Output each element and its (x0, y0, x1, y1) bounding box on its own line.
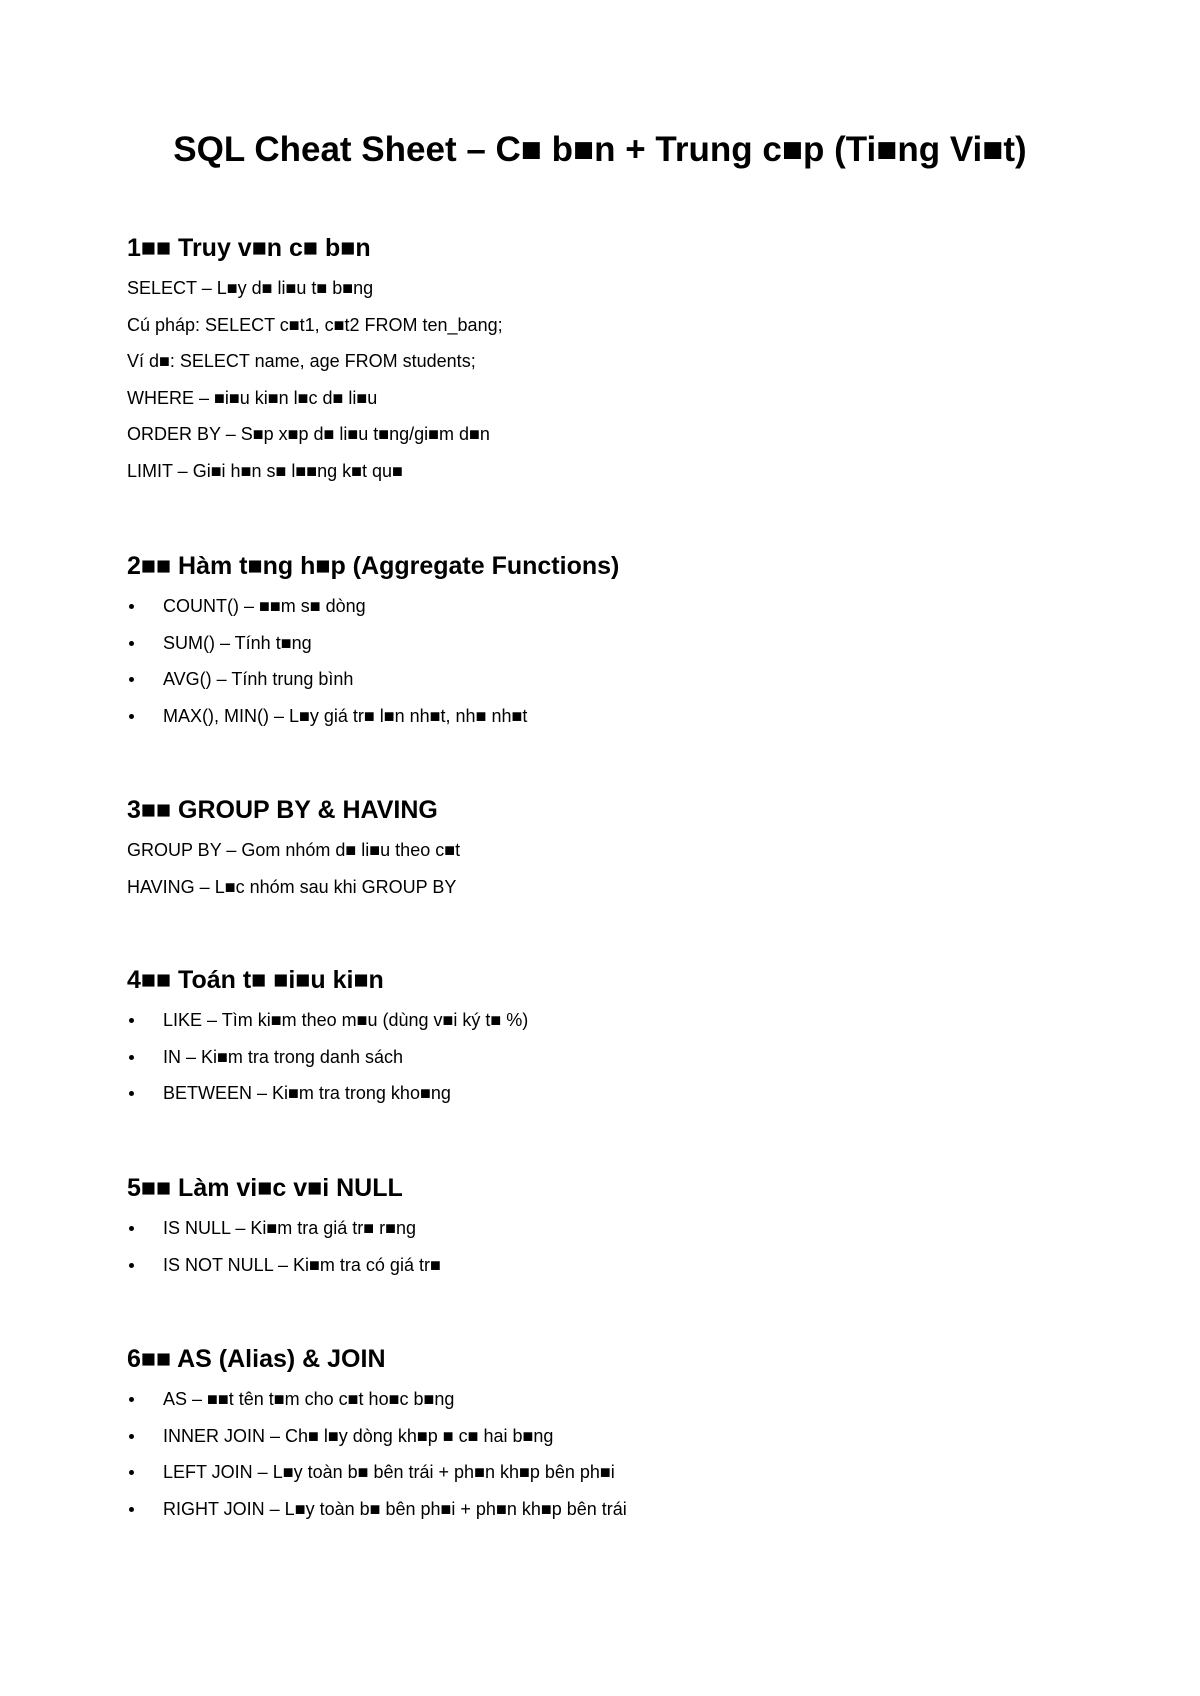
bullet-icon (129, 714, 134, 719)
bullet-icon (129, 1434, 134, 1439)
list-item-text: AVG() – Tính trung bình (163, 669, 354, 689)
list-item-text: COUNT() – ■■m s■ dòng (163, 596, 366, 616)
text-line: SELECT – L■y d■ li■u t■ b■ng (127, 278, 374, 298)
bullet-list (127, 1210, 1107, 1283)
list-item-text: INNER JOIN – Ch■ l■y dòng kh■p ■ c■ hai b■ng (163, 1425, 554, 1446)
bullet-icon (129, 1018, 134, 1023)
bullet-list (127, 1381, 1107, 1527)
section-aggregate-functions (127, 550, 1107, 734)
bullet-icon (129, 1397, 134, 1402)
section-heading: 5■■ Làm vi■c v■i NULL (127, 1174, 403, 1202)
list-item-text: BETWEEN – Ki■m tra trong kho■ng (163, 1083, 451, 1103)
list-item (127, 1210, 1107, 1247)
list-item-text: IN – Ki■m tra trong danh sách (163, 1046, 403, 1067)
text-line: LIMIT – Gi■i h■n s■ l■■ng k■t qu■ (127, 460, 403, 481)
bullet-icon (129, 1226, 134, 1231)
list-item-text: MAX(), MIN() – L■y giá tr■ l■n nh■t, nh■ nh■t (163, 705, 528, 726)
text-line: GROUP BY – Gom nhóm d■ li■u theo c■t (127, 840, 461, 860)
section-null-handling (127, 1172, 1107, 1283)
list-item (127, 588, 1107, 625)
list-item (127, 625, 1107, 662)
list-item (127, 1039, 1107, 1076)
list-item (127, 661, 1107, 698)
bullet-icon (129, 604, 134, 609)
bullet-list (127, 1002, 1107, 1112)
list-item (127, 1418, 1107, 1455)
bullet-icon (129, 1091, 134, 1096)
list-item (127, 698, 1107, 735)
section-heading: 4■■ Toán t■ ■i■u ki■n (127, 966, 384, 994)
section-heading: 2■■ Hàm t■ng h■p (Aggregate Functions) (127, 552, 620, 580)
section-heading: 6■■ AS (Alias) & JOIN (127, 1345, 386, 1373)
section-heading: 1■■ Truy v■n c■ b■n (127, 234, 371, 262)
list-item (127, 1075, 1107, 1112)
text-line: HAVING – L■c nhóm sau khi GROUP BY (127, 876, 457, 897)
section-heading: 3■■ GROUP BY & HAVING (127, 796, 438, 824)
section-alias-join (127, 1343, 1107, 1527)
bullet-icon (129, 677, 134, 682)
section-condition-operators (127, 964, 1107, 1112)
list-item (127, 1247, 1107, 1284)
bullet-icon (129, 641, 134, 646)
bullet-list (127, 588, 1107, 734)
text-line: Ví d■: SELECT name, age FROM students; (127, 351, 476, 371)
list-item (127, 1381, 1107, 1418)
list-item-text: AS – ■■t tên t■m cho c■t ho■c b■ng (163, 1389, 455, 1409)
list-item-text: RIGHT JOIN – L■y toàn b■ bên ph■i + ph■n kh■p bên trái (163, 1498, 627, 1519)
section-basic-queries (127, 232, 1107, 489)
document-title: SQL Cheat Sheet – C■ b■n + Trung c■p (Ti■ng Vi■t) (173, 130, 1027, 169)
text-line: WHERE – ■i■u ki■n l■c d■ li■u (127, 387, 378, 408)
bullet-icon (129, 1055, 134, 1060)
bullet-icon (129, 1470, 134, 1475)
list-item (127, 1002, 1107, 1039)
list-item (127, 1491, 1107, 1528)
list-item-text: LEFT JOIN – L■y toàn b■ bên trái + ph■n kh■p bên ph■i (163, 1462, 615, 1482)
list-item-text: IS NOT NULL – Ki■m tra có giá tr■ (163, 1254, 441, 1275)
list-item-text: LIKE – Tìm ki■m theo m■u (dùng v■i ký t■ %) (163, 1010, 529, 1030)
bullet-icon (129, 1263, 134, 1268)
list-item (127, 1454, 1107, 1491)
list-item-text: IS NULL – Ki■m tra giá tr■ r■ng (163, 1218, 417, 1238)
text-line: Cú pháp: SELECT c■t1, c■t2 FROM ten_bang; (127, 314, 503, 335)
section-group-by-having (127, 794, 1107, 905)
text-line: ORDER BY – S■p x■p d■ li■u t■ng/gi■m d■n (127, 424, 490, 444)
list-item-text: SUM() – Tính t■ng (163, 632, 312, 653)
bullet-icon (129, 1507, 134, 1512)
